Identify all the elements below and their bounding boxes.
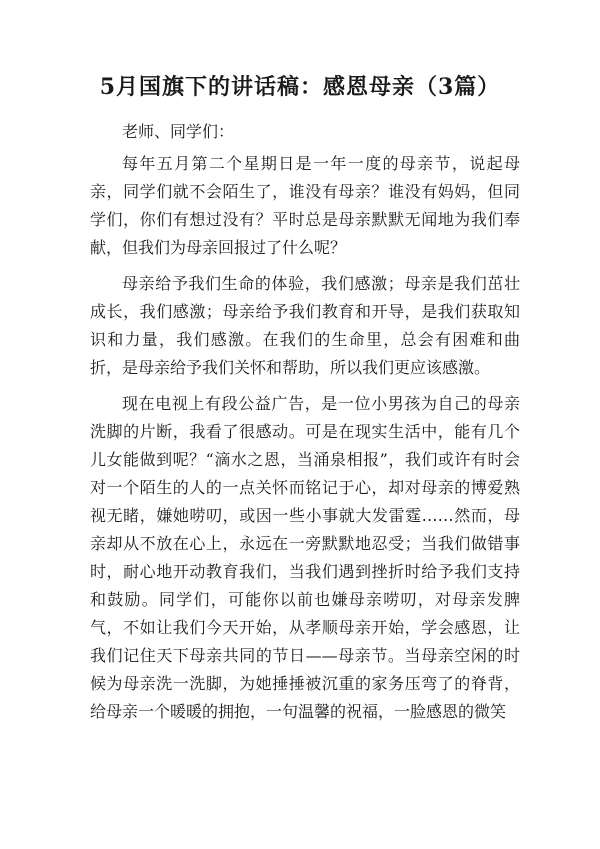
paragraph-3: 现在电视上有段公益广告，是一位小男孩为自己的母亲洗脚的片断，我看了很感动。可是在现实生活中，能有几个儿女能做到呢？“滴水之恩，当涌泉相报”，我们或许有时会对一个陌生的人的一点关怀而铭记于心，却对母亲的博爱熟视无睹，嫌她唠叨，或因一些小事就大发雷霆……然而，母亲却从不放在心上，永远在一旁默默地忍受；当我们做错事时，耐心地开动教育我们，当我们遇到挫折时给予我们支持和鼓励。同学们，可能你以前也嫌母亲唠叨，对母亲发脾气，不如让我们今天开始，从孝顺母亲开始，学会感恩，让我们记住天下母亲共同的节日——母亲节。当母亲空闲的时候为母亲洗一洗脚，为她捶捶被沉重的家务压弯了的脊背，给母亲一个暖暖的拥抱，一句温馨的祝福，一脸感恩的微笑	[90, 394, 520, 721]
document-title: 5月国旗下的讲话稿：感恩母亲（3篇）	[99, 74, 501, 100]
greeting-line: 老师、同学们：	[122, 122, 235, 141]
paragraph-2: 母亲给予我们生命的体验，我们感激；母亲是我们茁壮成长，我们感激；母亲给予我们教育和开导，是我们获取知识和力量，我们感激。在我们的生命里，总会有困难和曲折，是母亲给予我们关怀和帮助，所以我们更应该感激。	[90, 274, 520, 377]
paragraph-1: 每年五月第二个星期日是一年一度的母亲节，说起母亲，同学们就不会陌生了，谁没有母亲？谁没有妈妈，但同学们，你们有想过没有？平时总是母亲默默无闻地为我们奉献，但我们为母亲回报过了什么呢？	[90, 154, 520, 257]
document-body	[90, 118, 520, 734]
